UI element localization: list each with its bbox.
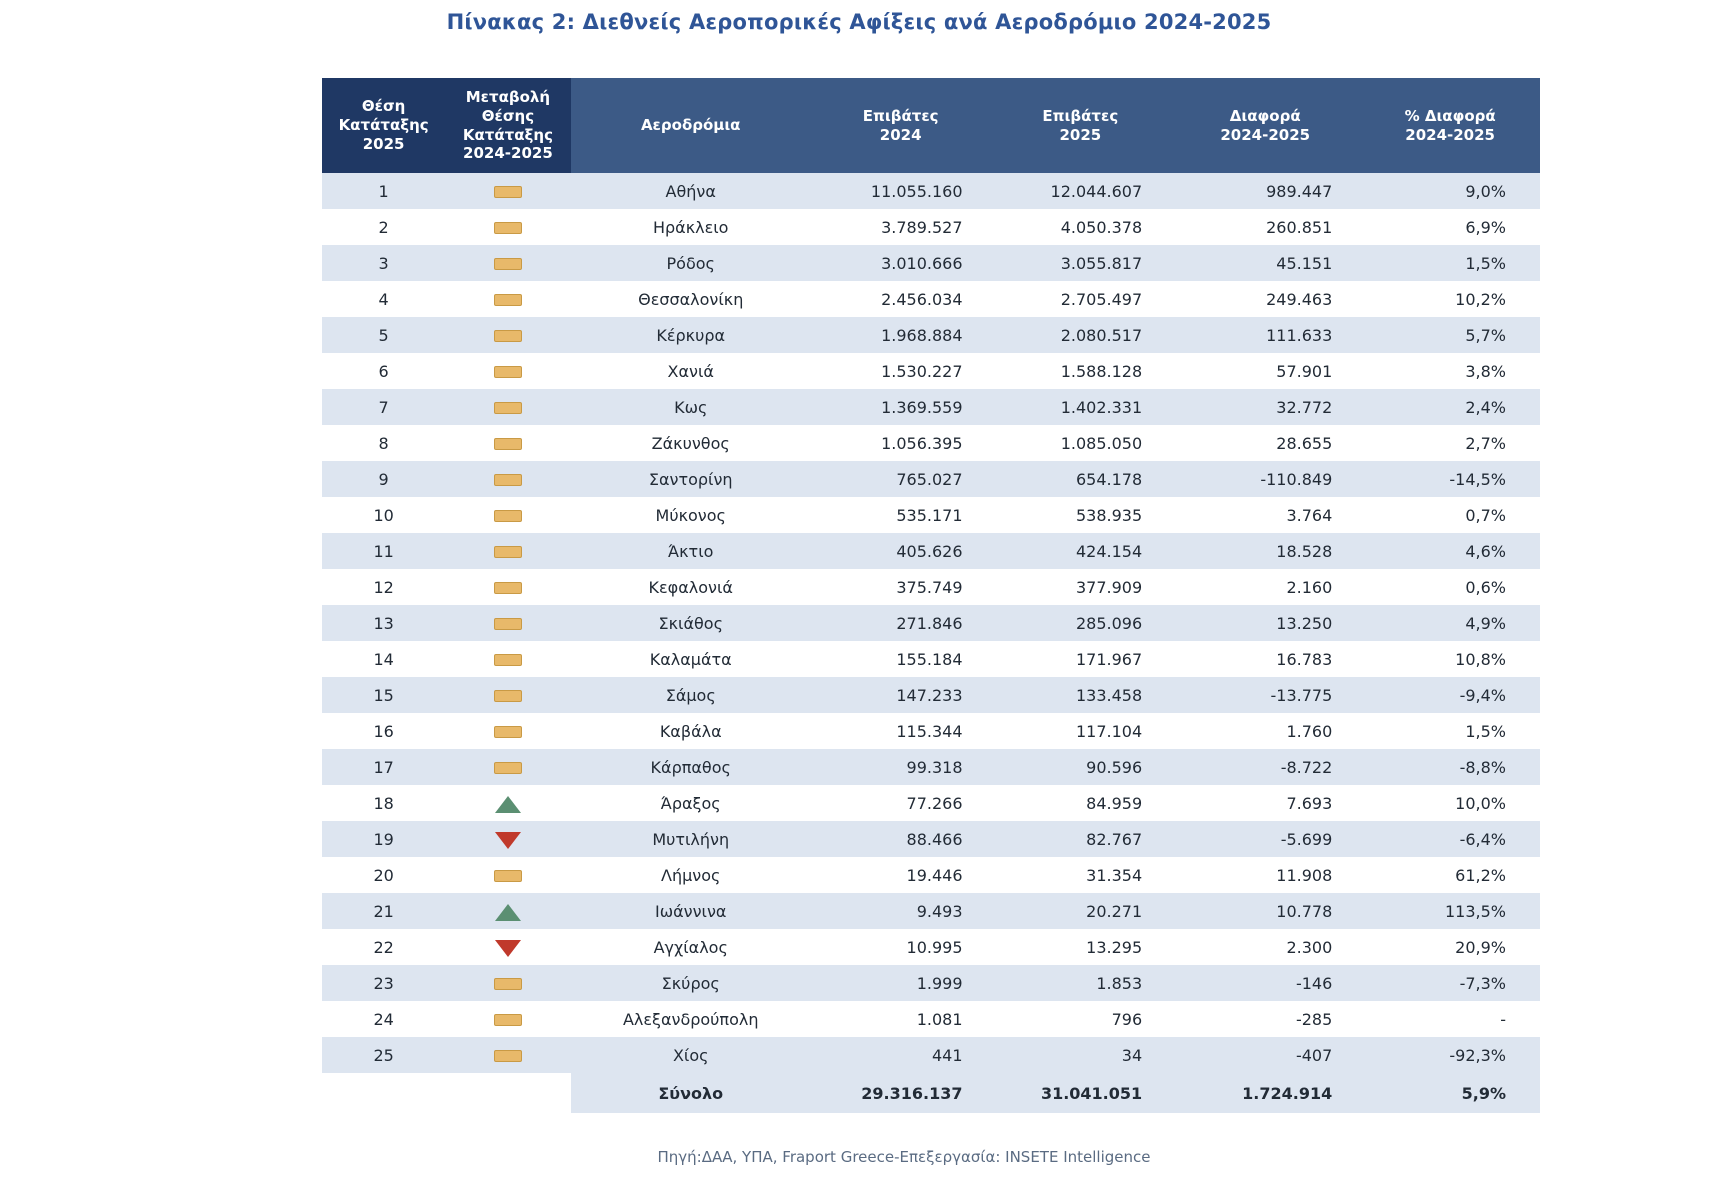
cell-rank-change: [445, 605, 570, 641]
cell-difference: -110.849: [1170, 461, 1360, 497]
cell-percent-difference: 113,5%: [1360, 893, 1540, 929]
cell-airport-name: Αγχίαλος: [571, 929, 811, 965]
cell-rank-change: [445, 1037, 570, 1073]
cell-rank-2025: 25: [322, 1037, 445, 1073]
cell-percent-difference: 5,7%: [1360, 317, 1540, 353]
cell-airport-name: Κως: [571, 389, 811, 425]
cell-passengers-2025: 4.050.378: [991, 209, 1171, 245]
cell-rank-change: [445, 317, 570, 353]
cell-percent-difference: 1,5%: [1360, 245, 1540, 281]
header-line: 2025: [1059, 125, 1102, 144]
table-row: [322, 389, 1540, 425]
cell-airport-name: Άκτιο: [571, 533, 811, 569]
rank-flat-icon: [494, 690, 522, 702]
cell-total-difference: 1.724.914: [1170, 1073, 1360, 1113]
header-line: 2024-2025: [1220, 125, 1311, 144]
cell-rank-2025: 8: [322, 425, 445, 461]
cell-passengers-2024: 99.318: [811, 749, 991, 785]
cell-passengers-2024: 3.010.666: [811, 245, 991, 281]
table-row: [322, 785, 1540, 821]
cell-difference: 10.778: [1170, 893, 1360, 929]
cell-percent-difference: -8,8%: [1360, 749, 1540, 785]
cell-percent-difference: 4,6%: [1360, 533, 1540, 569]
rank-flat-icon: [494, 618, 522, 630]
cell-passengers-2024: 441: [811, 1037, 991, 1073]
table-header: [322, 78, 1540, 173]
cell-rank-change: [445, 173, 570, 209]
cell-percent-difference: 0,7%: [1360, 497, 1540, 533]
cell-passengers-2025: 12.044.607: [991, 173, 1171, 209]
cell-passengers-2025: 1.853: [991, 965, 1171, 1001]
cell-passengers-2025: 377.909: [991, 569, 1171, 605]
cell-passengers-2025: 84.959: [991, 785, 1171, 821]
cell-passengers-2025: 3.055.817: [991, 245, 1171, 281]
table-row: [322, 353, 1540, 389]
header-line: Αεροδρόμια: [640, 116, 741, 135]
header-line: Κατάταξης: [338, 116, 429, 135]
table-row: [322, 245, 1540, 281]
cell-rank-2025: 3: [322, 245, 445, 281]
cell-difference: 11.908: [1170, 857, 1360, 893]
table-row: [322, 821, 1540, 857]
table-row: [322, 893, 1540, 929]
table-container: [322, 78, 1540, 1113]
column-header-rank-2025: [322, 78, 445, 173]
cell-rank-change: [445, 461, 570, 497]
cell-percent-difference: 6,9%: [1360, 209, 1540, 245]
cell-rank-2025: 19: [322, 821, 445, 857]
cell-rank-2025: 6: [322, 353, 445, 389]
cell-percent-difference: -7,3%: [1360, 965, 1540, 1001]
cell-difference: -407: [1170, 1037, 1360, 1073]
table-row: [322, 173, 1540, 209]
cell-passengers-2025: 1.588.128: [991, 353, 1171, 389]
table-row: [322, 533, 1540, 569]
cell-passengers-2024: 3.789.527: [811, 209, 991, 245]
cell-airport-name: Καλαμάτα: [571, 641, 811, 677]
cell-rank-2025: 15: [322, 677, 445, 713]
cell-rank-2025: 23: [322, 965, 445, 1001]
cell-difference: 57.901: [1170, 353, 1360, 389]
column-header-rank-change: [445, 78, 570, 173]
column-header-passengers-2025: [991, 78, 1171, 173]
rank-flat-icon: [494, 582, 522, 594]
cell-rank-2025: 16: [322, 713, 445, 749]
cell-airport-name: Αθήνα: [571, 173, 811, 209]
cell-percent-difference: 1,5%: [1360, 713, 1540, 749]
cell-rank-change: [445, 1001, 570, 1037]
cell-rank-change: [445, 929, 570, 965]
cell-airport-name: Σαντορίνη: [571, 461, 811, 497]
cell-percent-difference: 2,7%: [1360, 425, 1540, 461]
cell-passengers-2024: 2.456.034: [811, 281, 991, 317]
cell-rank-change: [445, 533, 570, 569]
table-row: [322, 641, 1540, 677]
header-line: Διαφορά: [1229, 106, 1301, 125]
cell-difference: 111.633: [1170, 317, 1360, 353]
cell-passengers-2025: 31.354: [991, 857, 1171, 893]
cell-percent-difference: -14,5%: [1360, 461, 1540, 497]
rank-flat-icon: [494, 654, 522, 666]
cell-percent-difference: 10,0%: [1360, 785, 1540, 821]
column-header-difference: [1170, 78, 1360, 173]
cell-airport-name: Κάρπαθος: [571, 749, 811, 785]
cell-rank-2025: 22: [322, 929, 445, 965]
table-row: [322, 677, 1540, 713]
column-header-passengers-2024: [811, 78, 991, 173]
table-row: [322, 1037, 1540, 1073]
cell-rank-change: [445, 965, 570, 1001]
cell-rank-2025: 17: [322, 749, 445, 785]
cell-airport-name: Ζάκυνθος: [571, 425, 811, 461]
header-line: Επιβάτες: [862, 106, 939, 125]
cell-total-label: Σύνολο: [571, 1073, 811, 1113]
rank-flat-icon: [494, 294, 522, 306]
cell-passengers-2025: 796: [991, 1001, 1171, 1037]
cell-rank-2025: 7: [322, 389, 445, 425]
cell-passengers-2025: 424.154: [991, 533, 1171, 569]
rank-down-icon: [495, 940, 521, 957]
cell-rank-change: [445, 893, 570, 929]
header-line: 2024-2025: [1405, 125, 1495, 144]
cell-rank-change: [445, 785, 570, 821]
table-row: [322, 209, 1540, 245]
table-row: [322, 749, 1540, 785]
cell-passengers-2024: 1.056.395: [811, 425, 991, 461]
cell-passengers-2024: 11.055.160: [811, 173, 991, 209]
cell-airport-name: Ιωάννινα: [571, 893, 811, 929]
cell-passengers-2024: 1.081: [811, 1001, 991, 1037]
rank-flat-icon: [494, 762, 522, 774]
cell-passengers-2025: 2.080.517: [991, 317, 1171, 353]
cell-percent-difference: 10,2%: [1360, 281, 1540, 317]
cell-rank-2025: 21: [322, 893, 445, 929]
cell-rank-2025: 1: [322, 173, 445, 209]
cell-airport-name: Σάμος: [571, 677, 811, 713]
cell-difference: 1.760: [1170, 713, 1360, 749]
cell-passengers-2025: 117.104: [991, 713, 1171, 749]
cell-airport-name: Ρόδος: [571, 245, 811, 281]
cell-difference: 989.447: [1170, 173, 1360, 209]
cell-rank-2025: 2: [322, 209, 445, 245]
cell-rank-2025: 20: [322, 857, 445, 893]
table-row: [322, 713, 1540, 749]
cell-difference: 13.250: [1170, 605, 1360, 641]
header-line: Θέσης: [481, 106, 535, 125]
cell-passengers-2025: 82.767: [991, 821, 1171, 857]
header-line: Κατάταξης: [462, 125, 553, 144]
cell-difference: 28.655: [1170, 425, 1360, 461]
rank-flat-icon: [494, 474, 522, 486]
cell-rank-2025: 24: [322, 1001, 445, 1037]
cell-difference: 45.151: [1170, 245, 1360, 281]
header-line: 2024: [879, 125, 922, 144]
cell-rank-change: [445, 497, 570, 533]
cell-difference: 2.300: [1170, 929, 1360, 965]
airport-arrivals-table: [322, 78, 1540, 1113]
cell-total-percent-difference: 5,9%: [1360, 1073, 1540, 1113]
cell-airport-name: Άραξος: [571, 785, 811, 821]
cell-difference: -285: [1170, 1001, 1360, 1037]
cell-percent-difference: 61,2%: [1360, 857, 1540, 893]
page-title: Πίνακας 2: Διεθνείς Αεροπορικές Αφίξεις ανά Αεροδρόμιο 2024-2025: [446, 10, 1272, 34]
table-row: [322, 1001, 1540, 1037]
cell-percent-difference: 0,6%: [1360, 569, 1540, 605]
cell-percent-difference: -: [1360, 1001, 1540, 1037]
cell-rank-2025: 14: [322, 641, 445, 677]
table-total-row: [322, 1073, 1540, 1113]
cell-airport-name: Μυτιλήνη: [571, 821, 811, 857]
cell-passengers-2024: 77.266: [811, 785, 991, 821]
rank-flat-icon: [494, 222, 522, 234]
cell-rank-change: [445, 245, 570, 281]
rank-up-icon: [495, 796, 521, 813]
cell-total-blank: [445, 1073, 570, 1113]
cell-passengers-2024: 9.493: [811, 893, 991, 929]
cell-rank-change: [445, 353, 570, 389]
table-row: [322, 497, 1540, 533]
cell-rank-change: [445, 569, 570, 605]
cell-rank-2025: 4: [322, 281, 445, 317]
source-note-text: Πηγή:ΔΑΑ, ΥΠΑ, Fraport Greece-Επεξεργασία: INSETE Intelligence: [657, 1148, 1151, 1166]
cell-rank-change: [445, 641, 570, 677]
cell-percent-difference: -6,4%: [1360, 821, 1540, 857]
cell-passengers-2025: 285.096: [991, 605, 1171, 641]
cell-airport-name: Σκύρος: [571, 965, 811, 1001]
cell-difference: -13.775: [1170, 677, 1360, 713]
table-row: [322, 461, 1540, 497]
header-line: Επιβάτες: [1042, 106, 1119, 125]
table-row: [322, 929, 1540, 965]
cell-rank-change: [445, 749, 570, 785]
cell-airport-name: Σκιάθος: [571, 605, 811, 641]
cell-passengers-2025: 171.967: [991, 641, 1171, 677]
cell-rank-2025: 11: [322, 533, 445, 569]
cell-passengers-2024: 765.027: [811, 461, 991, 497]
cell-difference: -5.699: [1170, 821, 1360, 857]
cell-passengers-2024: 535.171: [811, 497, 991, 533]
cell-airport-name: Θεσσαλονίκη: [571, 281, 811, 317]
cell-airport-name: Μύκονος: [571, 497, 811, 533]
cell-passengers-2024: 271.846: [811, 605, 991, 641]
cell-rank-change: [445, 857, 570, 893]
table-row: [322, 605, 1540, 641]
cell-passengers-2024: 1.530.227: [811, 353, 991, 389]
cell-percent-difference: 2,4%: [1360, 389, 1540, 425]
table-row: [322, 965, 1540, 1001]
cell-total-blank: [322, 1073, 445, 1113]
cell-rank-2025: 18: [322, 785, 445, 821]
cell-difference: 7.693: [1170, 785, 1360, 821]
cell-percent-difference: 4,9%: [1360, 605, 1540, 641]
rank-flat-icon: [494, 402, 522, 414]
cell-passengers-2025: 133.458: [991, 677, 1171, 713]
cell-difference: 260.851: [1170, 209, 1360, 245]
header-line: 2025: [362, 134, 405, 153]
rank-up-icon: [495, 904, 521, 921]
cell-passengers-2024: 1.968.884: [811, 317, 991, 353]
header-line: % Διαφορά: [1404, 106, 1496, 125]
column-header-percent-difference: [1360, 78, 1540, 173]
table-row: [322, 569, 1540, 605]
rank-flat-icon: [494, 546, 522, 558]
cell-rank-change: [445, 677, 570, 713]
rank-flat-icon: [494, 186, 522, 198]
cell-airport-name: Αλεξανδρούπολη: [571, 1001, 811, 1037]
header-line: Θέση: [361, 97, 406, 116]
cell-rank-change: [445, 821, 570, 857]
cell-airport-name: Καβάλα: [571, 713, 811, 749]
cell-difference: -146: [1170, 965, 1360, 1001]
cell-passengers-2024: 1.369.559: [811, 389, 991, 425]
cell-rank-2025: 9: [322, 461, 445, 497]
cell-airport-name: Κεφαλονιά: [571, 569, 811, 605]
cell-percent-difference: 20,9%: [1360, 929, 1540, 965]
rank-flat-icon: [494, 1050, 522, 1062]
cell-passengers-2025: 90.596: [991, 749, 1171, 785]
cell-passengers-2024: 1.999: [811, 965, 991, 1001]
rank-flat-icon: [494, 510, 522, 522]
cell-total-passengers-2025: 31.041.051: [991, 1073, 1171, 1113]
table-header-row: [322, 78, 1540, 173]
cell-rank-change: [445, 209, 570, 245]
cell-airport-name: Κέρκυρα: [571, 317, 811, 353]
cell-rank-2025: 10: [322, 497, 445, 533]
cell-passengers-2024: 155.184: [811, 641, 991, 677]
cell-rank-change: [445, 281, 570, 317]
cell-rank-2025: 5: [322, 317, 445, 353]
cell-passengers-2024: 115.344: [811, 713, 991, 749]
source-note: [0, 1148, 1718, 1166]
rank-flat-icon: [494, 978, 522, 990]
cell-passengers-2024: 10.995: [811, 929, 991, 965]
rank-flat-icon: [494, 870, 522, 882]
cell-difference: 32.772: [1170, 389, 1360, 425]
header-line: Μεταβολή: [465, 88, 551, 106]
rank-down-icon: [495, 832, 521, 849]
cell-passengers-2024: 88.466: [811, 821, 991, 857]
cell-passengers-2025: 1.402.331: [991, 389, 1171, 425]
rank-flat-icon: [494, 726, 522, 738]
cell-passengers-2024: 375.749: [811, 569, 991, 605]
rank-flat-icon: [494, 438, 522, 450]
cell-difference: 16.783: [1170, 641, 1360, 677]
cell-total-passengers-2024: 29.316.137: [811, 1073, 991, 1113]
cell-percent-difference: 10,8%: [1360, 641, 1540, 677]
table-row: [322, 857, 1540, 893]
cell-difference: 3.764: [1170, 497, 1360, 533]
cell-difference: -8.722: [1170, 749, 1360, 785]
cell-difference: 18.528: [1170, 533, 1360, 569]
cell-passengers-2025: 654.178: [991, 461, 1171, 497]
cell-airport-name: Χανιά: [571, 353, 811, 389]
cell-passengers-2024: 405.626: [811, 533, 991, 569]
cell-rank-2025: 13: [322, 605, 445, 641]
rank-flat-icon: [494, 1014, 522, 1026]
cell-difference: 2.160: [1170, 569, 1360, 605]
rank-flat-icon: [494, 366, 522, 378]
column-header-airports: [571, 78, 811, 173]
cell-airport-name: Λήμνος: [571, 857, 811, 893]
table-row: [322, 317, 1540, 353]
rank-flat-icon: [494, 258, 522, 270]
table-row: [322, 425, 1540, 461]
cell-passengers-2025: 538.935: [991, 497, 1171, 533]
table-row: [322, 281, 1540, 317]
cell-passengers-2025: 13.295: [991, 929, 1171, 965]
header-line: 2024-2025: [463, 144, 553, 163]
table-body: [322, 173, 1540, 1113]
cell-rank-2025: 12: [322, 569, 445, 605]
cell-passengers-2024: 19.446: [811, 857, 991, 893]
cell-rank-change: [445, 425, 570, 461]
cell-rank-change: [445, 389, 570, 425]
cell-airport-name: Χίος: [571, 1037, 811, 1073]
cell-percent-difference: -92,3%: [1360, 1037, 1540, 1073]
cell-percent-difference: 9,0%: [1360, 173, 1540, 209]
cell-passengers-2025: 2.705.497: [991, 281, 1171, 317]
cell-airport-name: Ηράκλειο: [571, 209, 811, 245]
cell-passengers-2024: 147.233: [811, 677, 991, 713]
cell-passengers-2025: 1.085.050: [991, 425, 1171, 461]
cell-passengers-2025: 20.271: [991, 893, 1171, 929]
cell-passengers-2025: 34: [991, 1037, 1171, 1073]
cell-percent-difference: -9,4%: [1360, 677, 1540, 713]
rank-flat-icon: [494, 330, 522, 342]
cell-difference: 249.463: [1170, 281, 1360, 317]
cell-rank-change: [445, 713, 570, 749]
cell-percent-difference: 3,8%: [1360, 353, 1540, 389]
